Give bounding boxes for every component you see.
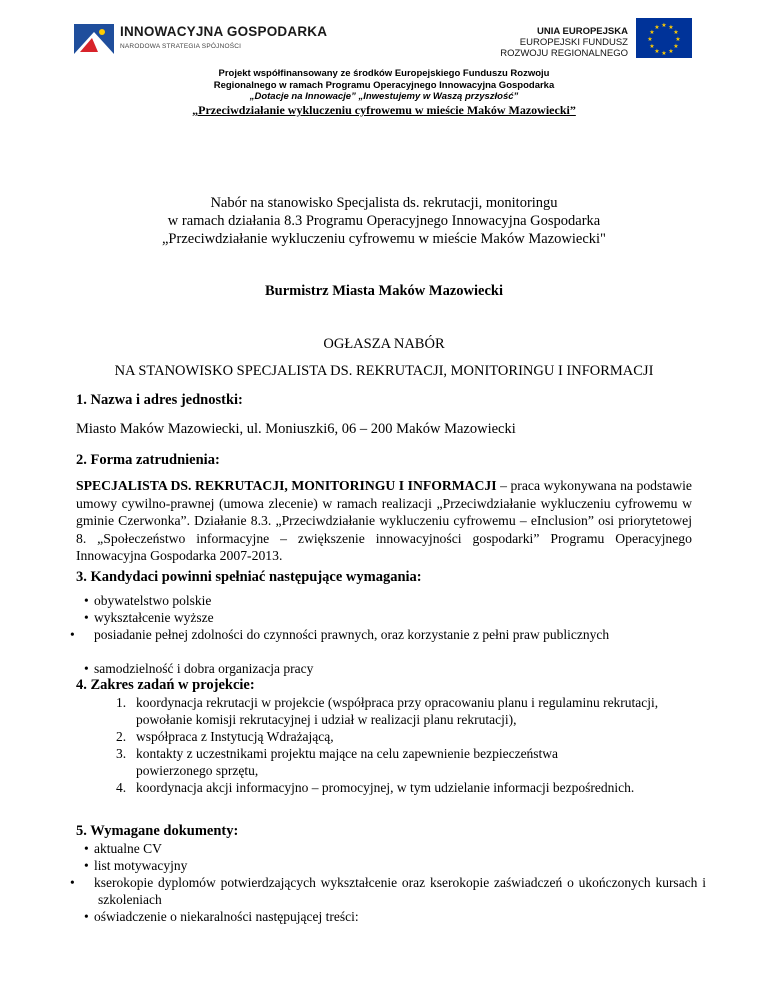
- project-line1: Projekt współfinansowany ze środków Europejskiego Funduszu Rozwoju: [218, 68, 550, 79]
- svg-text:★: ★: [647, 36, 653, 43]
- ig-title: INNOWACYJNA GOSPODARKA: [120, 24, 328, 39]
- list-item-text: koordynacja akcji informacyjno – promocyjnej, w tym udzielanie informacji bezpośrednich.: [136, 780, 635, 795]
- section2-paragraph: [76, 477, 692, 565]
- section2-heading: 2. Forma zatrudnienia:: [76, 452, 220, 468]
- section4-heading: 4. Zakres zadań w projekcie:: [76, 677, 255, 693]
- section2-text: – praca wykonywana na podstawie umowy cywilno-prawnej (umowa zlecenie) w ramach realizacji „Przeciwdziałanie wykluczeniu cyfrowemu w gminie Czerwonka”. Działanie 8.3. „Przeciwdziałanie wykluczeniu cyfrowemu – eInclusion” osi priorytetowej 8. „Społeczeństwo informacyjne – zwiększenie innowacyjności gospodarki” Programu Operacyjnego Innowacyjna Gospodarka 2007-2013.: [76, 478, 692, 563]
- bullet-icon: •: [84, 610, 89, 625]
- svg-text:★: ★: [661, 50, 667, 57]
- svg-text:★: ★: [668, 48, 674, 55]
- ig-subtitle: NARODOWA STRATEGIA SPÓJNOŚCI: [120, 43, 242, 50]
- section1-heading: 1. Nazwa i adres jednostki:: [76, 392, 243, 408]
- bullet-icon: •: [84, 593, 89, 608]
- eu-text-block: [500, 26, 628, 59]
- bullet-icon: •: [70, 627, 75, 642]
- list-item: [70, 874, 706, 908]
- list-item: [84, 857, 684, 874]
- bullet-icon: •: [84, 909, 89, 924]
- svg-text:★: ★: [649, 43, 655, 50]
- eu-flag-icon: [636, 18, 692, 58]
- list-item-text: aktualne CV: [94, 841, 162, 856]
- position-heading: NA STANOWISKO SPECJALISTA DS. REKRUTACJI, MONITORINGU I INFORMACJI: [114, 363, 654, 379]
- list-item-text: samodzielność i dobra organizacja pracy: [94, 661, 314, 676]
- section2-bold-title: SPECJALISTA DS. REKRUTACJI, MONITORINGU I INFORMACJI: [76, 478, 497, 493]
- project-title: „Przeciwdziałanie wykluczeniu cyfrowemu w mieście Maków Mazowiecki”: [192, 103, 576, 117]
- eu-line1: UNIA EUROPEJSKA: [537, 26, 628, 37]
- list-item: [84, 592, 684, 609]
- list-item-text: kontakty z uczestnikami projektu mające na celu zapewnienie bezpieczeństwa powierzonego sprzętu,: [136, 746, 559, 778]
- list-number: 4.: [116, 780, 127, 795]
- list-item-text: posiadanie pełnej zdolności do czynności prawnych, oraz korzystanie z pełni praw publicznych: [94, 627, 610, 642]
- section1-text: Miasto Maków Mazowiecki, ul. Moniuszki6, 06 – 200 Maków Mazowiecki: [76, 421, 516, 437]
- svg-text:★: ★: [654, 48, 660, 55]
- intro-line1: Nabór na stanowisko Specjalista ds. rekrutacji, monitoringu: [210, 195, 558, 211]
- list-number: 1.: [116, 695, 127, 710]
- list-number: 3.: [116, 746, 127, 761]
- section5-heading: 5. Wymagane dokumenty:: [76, 823, 239, 839]
- svg-text:★: ★: [673, 43, 679, 50]
- svg-text:★: ★: [649, 29, 655, 36]
- list-item-text: kserokopie dyplomów potwierdzających wykształcenie oraz kserokopie zaświadczeń o ukończonych kursach i szkoleniach: [94, 875, 706, 907]
- project-line3: „Dotacje na Innowacje” „Inwestujemy w Waszą przyszłość”: [249, 91, 519, 102]
- intro-line3: „Przeciwdziałanie wykluczeniu cyfrowemu w mieście Maków Mazowiecki": [162, 231, 606, 247]
- svg-text:★: ★: [668, 24, 674, 31]
- bullet-icon: •: [70, 875, 75, 890]
- intro-line2: w ramach działania 8.3 Programu Operacyjnego Innowacyjna Gospodarka: [167, 213, 601, 229]
- announce-heading: OGŁASZA NABÓR: [323, 336, 445, 352]
- svg-text:★: ★: [673, 29, 679, 36]
- section3-heading: 3. Kandydaci powinni spełniać następujące wymagania:: [76, 569, 422, 585]
- list-item-text: koordynacja rekrutacji w projekcie (współpraca przy opracowaniu planu i regulaminu rekrutacji, powołanie komisji rekrutacyjnej i udział w realizacji planu rekrutacji),: [136, 695, 659, 727]
- list-item: [84, 908, 684, 925]
- bullet-icon: •: [84, 661, 89, 676]
- list-item-text: współpraca z Instytucją Wdrażającą,: [136, 729, 334, 744]
- innowacyjna-gospodarka-logo: [72, 22, 328, 58]
- bullet-icon: •: [84, 841, 89, 856]
- project-funding-note: [0, 68, 768, 103]
- list-item-text: obywatelstwo polskie: [94, 593, 212, 608]
- project-line2: Regionalnego w ramach Programu Operacyjnego Innowacyjna Gospodarka: [213, 79, 555, 91]
- bullet-icon: •: [84, 858, 89, 873]
- svg-text:★: ★: [654, 24, 660, 31]
- svg-text:★: ★: [675, 36, 681, 43]
- list-item: [84, 609, 684, 626]
- list-item: [84, 840, 684, 857]
- svg-text:★: ★: [661, 22, 667, 29]
- list-item-text: oświadczenie o niekaralności następującej treści:: [94, 909, 359, 924]
- list-item-text: list motywacyjny: [94, 858, 188, 873]
- list-item: [84, 660, 684, 677]
- eu-line3: ROZWOJU REGIONALNEGO: [500, 48, 628, 59]
- issuer: Burmistrz Miasta Maków Mazowiecki: [265, 283, 503, 299]
- eu-line2: EUROPEJSKI FUNDUSZ: [519, 37, 628, 48]
- list-item-text: wykształcenie wyższe: [94, 610, 214, 625]
- ig-emblem-icon: [72, 22, 116, 58]
- list-item: [70, 626, 706, 643]
- list-number: 2.: [116, 729, 127, 744]
